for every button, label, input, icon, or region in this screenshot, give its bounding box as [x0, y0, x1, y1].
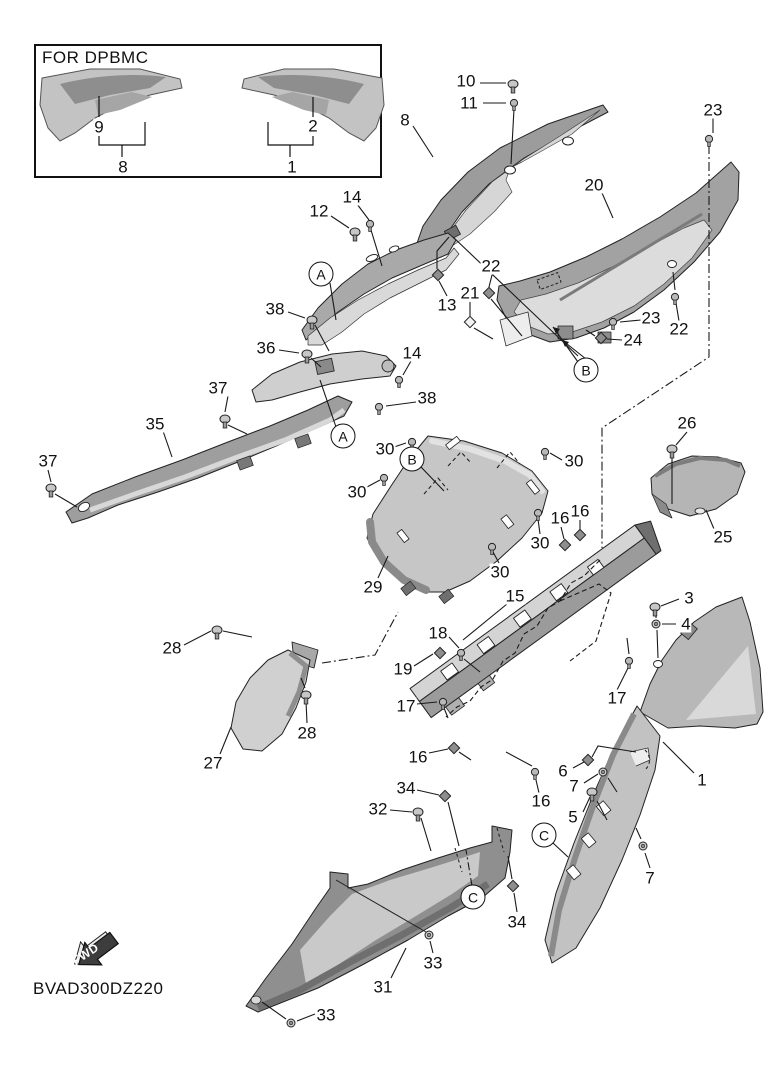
part-callout: 22	[481, 256, 501, 276]
part-callout: 18	[428, 623, 448, 643]
part-callout: 20	[584, 175, 604, 195]
ref-letter-badge: B	[400, 447, 425, 472]
part-callout: 38	[417, 388, 437, 408]
part-callout: 2	[308, 116, 318, 136]
part-callout: 16	[550, 508, 570, 528]
part-callout: 17	[607, 688, 627, 708]
part-callout: 16	[531, 791, 551, 811]
part-callout: 7	[569, 776, 579, 796]
part-shapes	[66, 105, 763, 1012]
ref-letter-badge: C	[461, 885, 486, 910]
part-callout: 1	[287, 157, 297, 177]
part-callout: 4	[681, 614, 691, 634]
part-callout: 14	[402, 343, 422, 363]
part-callout: 24	[623, 330, 643, 350]
part-callout: 13	[437, 295, 457, 315]
part-callout: 36	[256, 338, 276, 358]
part-callout: 8	[400, 110, 410, 130]
part-callout: 22	[669, 319, 689, 339]
part-callout: 30	[564, 451, 584, 471]
fwd-arrow-label: FWD	[69, 940, 102, 968]
part-callout: 16	[570, 501, 590, 521]
ref-letter-badge: A	[309, 262, 334, 287]
part-callout: 9	[94, 117, 104, 137]
part-callout: 32	[368, 799, 388, 819]
part-callout: 37	[38, 451, 58, 471]
part-callout: 23	[703, 100, 723, 120]
diagram-code: BVAD300DZ220	[33, 979, 164, 998]
part-callout: 30	[530, 533, 550, 553]
part-callout: 28	[162, 638, 182, 658]
part-callout: 21	[460, 283, 480, 303]
part-callout: 6	[558, 761, 568, 781]
ref-letter-badge: A	[331, 424, 356, 449]
part-a-bracket-panel	[252, 351, 396, 402]
part-callout: 1	[697, 770, 707, 790]
part-callout: 31	[373, 977, 393, 997]
part-35-panel	[66, 396, 352, 523]
part-callout: 3	[684, 588, 694, 608]
part-callout: 25	[713, 527, 733, 547]
part-callout: 37	[208, 378, 228, 398]
part-callout: 34	[396, 778, 416, 798]
inset-title: FOR DPBMC	[42, 48, 149, 67]
part-callout: 5	[568, 807, 578, 827]
part-callout: 30	[347, 482, 367, 502]
part-callout: 14	[342, 187, 362, 207]
part-29-cover	[367, 436, 548, 604]
part-callout: 33	[423, 953, 443, 973]
part-callout: 8	[118, 157, 128, 177]
part-callout: 35	[145, 414, 165, 434]
part-callout: 12	[309, 201, 329, 221]
part-callout: 23	[641, 308, 661, 328]
part-a-mid-panel	[302, 233, 459, 345]
ref-letter-badge: B	[574, 358, 599, 383]
part-callout: 26	[677, 413, 697, 433]
part-callout: 11	[460, 93, 478, 113]
ref-letter-badge: C	[532, 823, 557, 848]
part-callout: 19	[393, 659, 413, 679]
part-callout: 15	[505, 586, 525, 606]
part-callout: 30	[490, 562, 510, 582]
part-callout: 10	[456, 71, 476, 91]
part-callout: 34	[507, 912, 527, 932]
part-callout: 27	[203, 753, 223, 773]
part-callout: 16	[408, 747, 428, 767]
part-20-panel	[497, 162, 739, 346]
part-callout: 30	[375, 439, 395, 459]
part-callout: 28	[297, 723, 317, 743]
part-callout: 17	[396, 696, 416, 716]
part-callout: 38	[265, 299, 285, 319]
part-callout: 7	[645, 868, 655, 888]
part-25-panel	[651, 456, 745, 518]
part-8-panel	[416, 105, 608, 252]
part-callout: 29	[363, 577, 383, 597]
part-callout: 33	[316, 1005, 336, 1025]
